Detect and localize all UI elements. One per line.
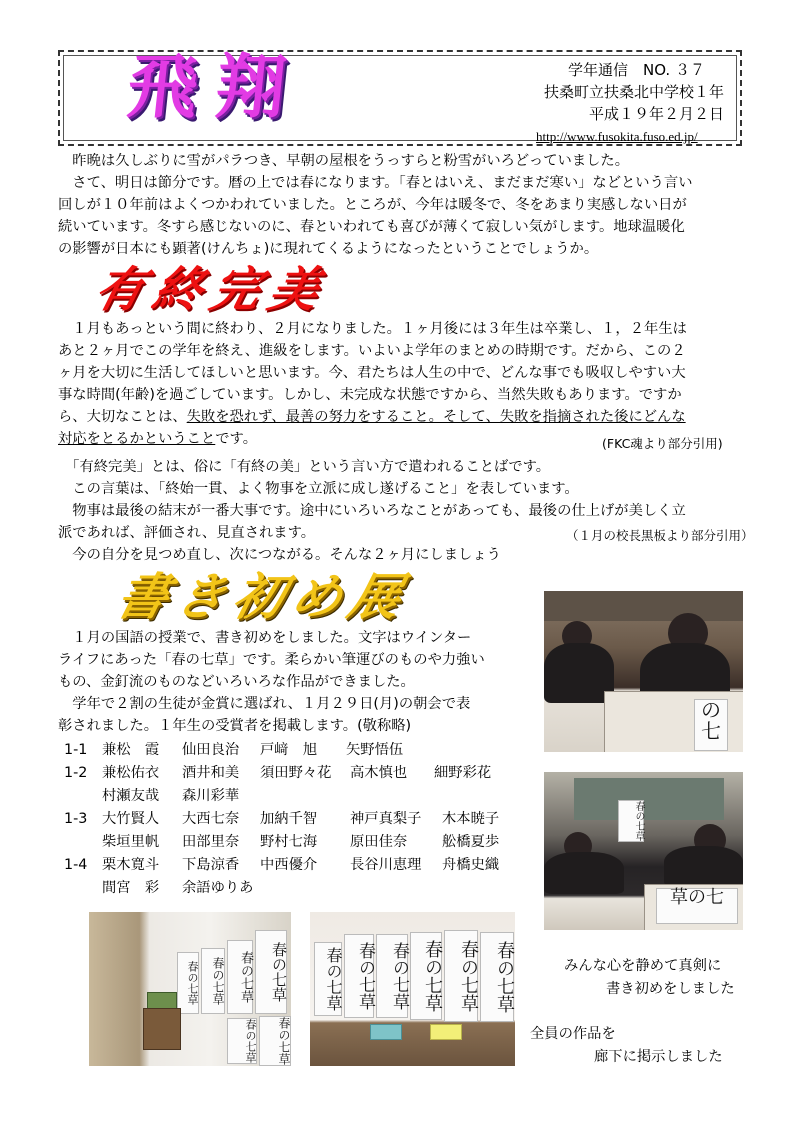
calligraphy-sheet: 春の七草 — [344, 934, 374, 1018]
calligraphy-sheet: 春の七草 — [201, 948, 225, 1014]
intro-text — [58, 150, 758, 260]
award-name: 舩橋夏歩 — [442, 834, 500, 850]
intro-line: 回しが１０年前はよくつかわれていました。ところが、今年は暖冬で、冬をあまり実感しない日が — [58, 197, 687, 213]
award-name: 中西優介 — [260, 857, 318, 873]
wall-shape — [544, 591, 743, 621]
award-name: 須田野々花 — [260, 765, 332, 781]
award-name: 村瀬友哉 — [102, 788, 160, 804]
source-note-principal: （１月の校長黒板より部分引用） — [566, 528, 754, 543]
award-name: 下島涼香 — [182, 857, 240, 873]
section-title-kakizome: 書き初め展 — [110, 567, 416, 626]
calligraphy-sheet: 春の七草 — [177, 952, 199, 1014]
intro-line: 続いています。冬すら感じないのに、春といわれても喜びが薄くて寂しい気がします。地球温暖化 — [58, 219, 685, 235]
award-name: 野村七海 — [260, 834, 318, 850]
award-name: 酒井和美 — [182, 765, 240, 781]
calligraphy-sheet: 春の七草 — [255, 930, 287, 1014]
award-class: 1-4 — [64, 857, 88, 873]
photo-hallway-display-2 — [310, 912, 515, 1066]
school-url-link[interactable]: http://www.fusokita.fuso.ed.jp/ — [536, 129, 698, 144]
award-row — [64, 785, 534, 808]
section1-line: １月もあっという間に終わり、２月になりました。１ヶ月後には３年生は卒業し、１，２年生は — [58, 321, 687, 337]
table-shape — [143, 1008, 181, 1050]
section1-text — [58, 318, 758, 450]
caption-hallway-line2: 廊下に掲示しました — [594, 1049, 723, 1065]
award-name: 長谷川恵理 — [350, 857, 422, 873]
award-name: 木本暁子 — [442, 811, 500, 827]
calligraphy-sheet: 春の七草 — [618, 800, 644, 842]
section1-line — [58, 406, 758, 428]
photo-calligraphy-class-2 — [544, 772, 743, 930]
award-name: 仙田良治 — [182, 742, 240, 758]
award-name: 森川彩華 — [182, 788, 240, 804]
source-note-fkc: (FKC魂より部分引用) — [602, 436, 723, 451]
blackboard-shape — [574, 778, 724, 820]
section1-line: あと２ヶ月でこの学年を終え、進級をします。いよいよ学年のまとめの時期です。だから、この２ — [58, 343, 686, 359]
award-name: 矢野悟伍 — [346, 742, 404, 758]
award-name: 加納千智 — [260, 811, 318, 827]
award-class: 1-1 — [64, 742, 88, 758]
award-name: 細野彩花 — [434, 765, 492, 781]
calligraphy-sheet: 春の七草 — [314, 942, 342, 1016]
award-name: 兼松 霞 — [102, 742, 160, 758]
award-name: 間宮 彩 — [102, 880, 160, 896]
student-body — [664, 846, 743, 886]
section2-line: 彰されました。１年生の受賞者を掲載します。(敬称略) — [58, 718, 412, 734]
calligraphy-sheet: 春の七草 — [480, 932, 514, 1022]
awards-list — [64, 739, 534, 900]
newsletter-number: 学年通信 NO. ３７ — [568, 61, 705, 79]
award-name: 余語ゆりあ — [182, 880, 254, 896]
yellow-card-shape — [430, 1024, 462, 1040]
section2-line: ライフにあった「春の七草」です。柔らかい筆運びのものや力強い — [58, 652, 485, 668]
award-row — [64, 762, 534, 785]
award-name: 田部里奈 — [182, 834, 240, 850]
award-row — [64, 854, 534, 877]
section1-line: 今の自分を見つめ直し、次につながる。そんな２ヶ月にしましょう — [58, 547, 501, 563]
section1-line: この言葉は、「終始一貫、よく物事を立派に成し遂げること」を表しています。 — [58, 481, 579, 497]
intro-line: 昨晩は久しぶりに雪がパラつき、早朝の屋根をうっすらと粉雪がいろどっていました。 — [58, 153, 630, 169]
photo-hallway-display-1 — [89, 912, 291, 1066]
award-class: 1-3 — [64, 811, 88, 827]
caption-hallway-line1: 全員の作品を — [530, 1026, 616, 1042]
award-row — [64, 831, 534, 854]
award-name: 戸﨑 旭 — [260, 742, 318, 758]
masthead-title: 飛翔 — [123, 45, 309, 128]
section1-line: 「有終完美」とは、俗に「有終の美」という言い方で遣われることばです。 — [58, 459, 551, 475]
student-body — [544, 852, 624, 894]
intro-line: の影響が日本にも顕著(けんちょ)に現れてくるようになったということでしょうか。 — [58, 241, 599, 257]
section1-text-2 — [58, 456, 758, 566]
section2-line: もの、金釘流のものなどいろいろな作品ができました。 — [58, 674, 415, 690]
award-name: 高木慎也 — [350, 765, 408, 781]
award-name: 兼松佑衣 — [102, 765, 160, 781]
award-name: 原田佳奈 — [350, 834, 408, 850]
caption-class-line1: みんな心を静めて真剣に — [564, 958, 722, 974]
award-name: 柴垣里帆 — [102, 834, 160, 850]
issue-date: 平成１９年２月２日 — [589, 105, 725, 123]
underlined-text: 対応をとるかということ — [58, 431, 216, 447]
section1-line: 物事は最後の結末が一番大事です。途中にいろいろなことがあっても、最後の仕上げが美しく立 — [58, 503, 686, 519]
section1-line: ヶ月を大切に生活してほしいと思います。今、君たちは人生の中で、どんな事でも吸収しやすい大 — [58, 365, 686, 381]
blue-card-shape — [370, 1024, 402, 1040]
award-row — [64, 739, 534, 762]
underlined-text: 失敗を恐れず、最善の努力をすること。そして、失敗を指摘された後にどんな — [186, 409, 686, 425]
award-name: 舟橋史織 — [442, 857, 500, 873]
calligraphy-sheet: 春の七草 — [376, 934, 408, 1018]
calligraphy-sheet: 春の七草 — [444, 930, 478, 1022]
section1-line: 事な時間(年齢)を過ごしています。しかし、未完成な状態ですから、当然失敗もあります。ですか — [58, 387, 682, 403]
calligraphy-sheet: 草の七 — [656, 888, 738, 924]
text-span: です。 — [215, 431, 258, 447]
section2-text — [58, 627, 538, 737]
caption-class-line2: 書き初めをしました — [606, 981, 735, 997]
award-row — [64, 877, 534, 900]
intro-line: さて、明日は節分です。暦の上では春になります。「春とはいえ、まだまだ寒い」などという言い — [58, 175, 693, 191]
award-row — [64, 808, 534, 831]
award-name: 栗木寛斗 — [102, 857, 160, 873]
calligraphy-sheet: 春の七草 — [227, 940, 253, 1014]
section-title-yushukanbi: 有終完美 — [89, 262, 335, 318]
calligraphy-sheet: の七 — [694, 699, 728, 751]
award-name: 神戸真梨子 — [350, 811, 422, 827]
text-span: ら、大切なことは、 — [58, 409, 187, 425]
calligraphy-sheet: 春の七草 — [410, 932, 442, 1020]
calligraphy-sheet: 春の七草 — [259, 1016, 291, 1066]
section2-line: 学年で２割の生徒が金賞に選ばれ、１月２９日(月)の朝会で表 — [58, 696, 471, 712]
calligraphy-sheet: 春の七草 — [227, 1018, 257, 1064]
award-class: 1-2 — [64, 765, 88, 781]
school-name: 扶桑町立扶桑北中学校１年 — [544, 83, 725, 101]
award-name: 大西七奈 — [182, 811, 240, 827]
photo-calligraphy-class-1 — [544, 591, 743, 752]
award-name: 大竹賢人 — [102, 811, 160, 827]
section2-line: １月の国語の授業で、書き初めをしました。文字はウインター — [58, 630, 472, 646]
section1-line: 派であれば、評価され、見直されます。 — [58, 525, 316, 541]
